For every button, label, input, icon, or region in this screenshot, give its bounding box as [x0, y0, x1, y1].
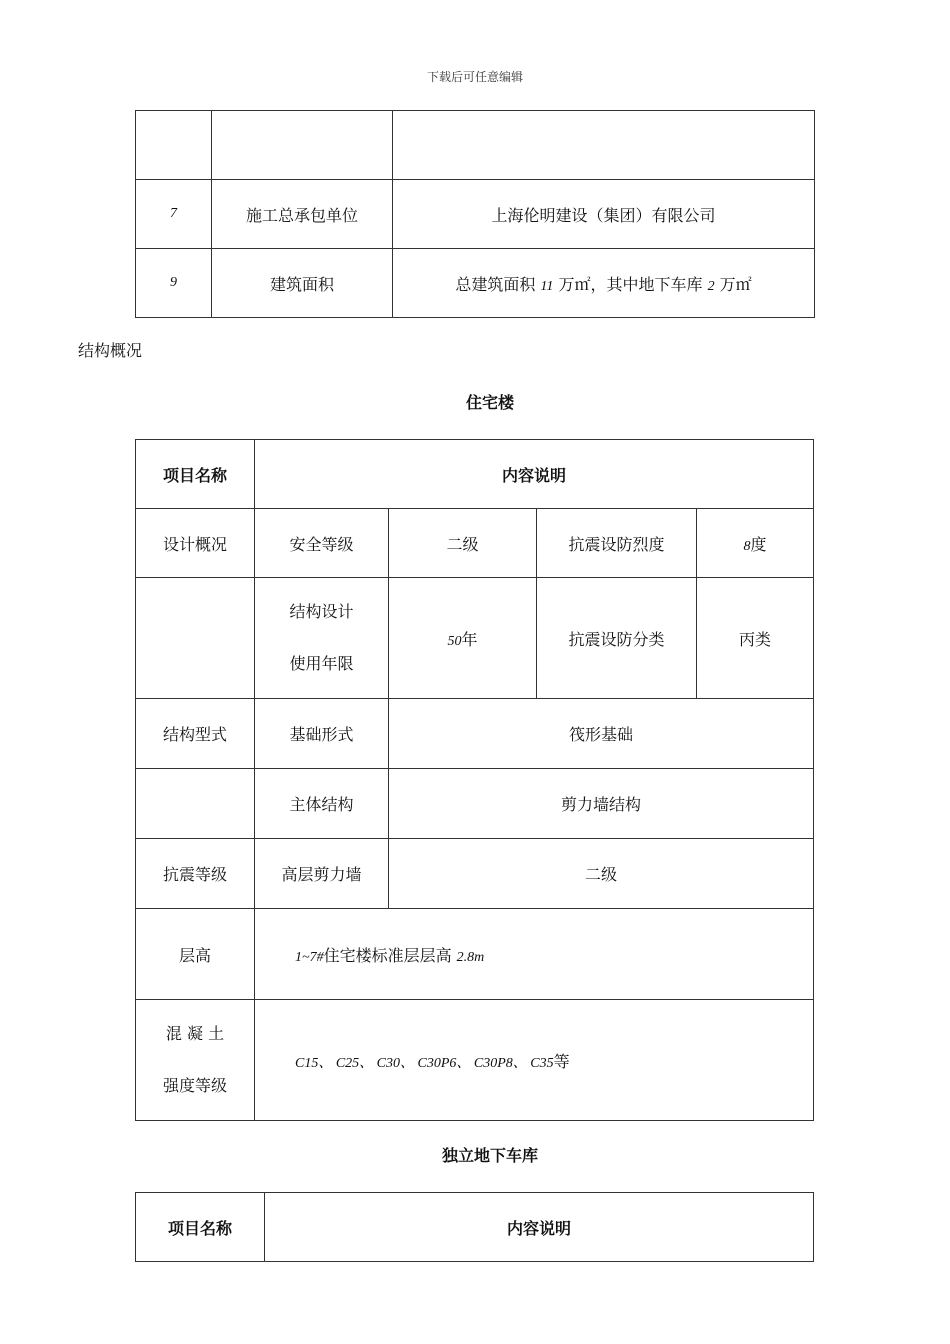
- garage-title: 独立地下车库: [441, 1146, 538, 1165]
- concrete-grades: C15、 C25、 C30、 C30P6、 C30P8、 C35: [295, 1055, 554, 1071]
- seismic-grade-label: 抗震等级: [136, 839, 255, 909]
- residential-title: 住宅楼: [465, 393, 514, 412]
- service-life-label: [255, 578, 389, 699]
- table-row: [136, 578, 814, 699]
- label-line: 结构设计: [289, 602, 354, 621]
- floor-height-value: [255, 909, 814, 1000]
- seismic-grade-item: 高层剪力墙: [255, 839, 389, 909]
- item-value: [393, 249, 815, 318]
- table-row: [136, 769, 814, 839]
- seismic-category-label: 抗震设防分类: [537, 578, 697, 699]
- structure-label: 结构型式: [136, 699, 255, 769]
- area-number: 11: [540, 278, 554, 294]
- header-item-name: 项目名称: [136, 440, 255, 509]
- table-row: [136, 111, 815, 180]
- life-number: 50: [447, 633, 462, 649]
- table-row: [136, 839, 814, 909]
- concrete-label: [136, 1000, 255, 1121]
- table-row: [136, 1000, 814, 1121]
- seismic-intensity-label: 抗震设防烈度: [537, 509, 697, 578]
- section-label: 结构概况: [78, 341, 143, 360]
- floor-height-text: 住宅楼标准层层高: [323, 945, 457, 965]
- table-header-row: [136, 440, 814, 509]
- service-life-value: [389, 578, 537, 699]
- empty-cell: [136, 769, 255, 839]
- table-row: [136, 909, 814, 1000]
- page-header-note: 下载后可任意编辑: [426, 70, 523, 84]
- label-line: 强度等级: [162, 1076, 227, 1095]
- foundation-label: 基础形式: [255, 699, 389, 769]
- item-name: 建筑面积: [212, 249, 393, 318]
- design-label: 设计概况: [136, 509, 255, 578]
- header-content: 内容说明: [255, 440, 814, 509]
- project-info-table: [135, 110, 815, 318]
- floor-height-label: 层高: [136, 909, 255, 1000]
- seismic-grade-value: 二级: [389, 839, 814, 909]
- building-range: 1~7#: [295, 949, 324, 965]
- area-text: 总建筑面积: [455, 274, 541, 294]
- seismic-unit: 度: [750, 534, 767, 554]
- seismic-category-value: 丙类: [697, 578, 814, 699]
- empty-cell: [136, 578, 255, 699]
- concrete-suffix: 等: [553, 1051, 570, 1071]
- foundation-value: 筏形基础: [389, 699, 814, 769]
- main-structure-value: 剪力墙结构: [389, 769, 814, 839]
- item-name: [212, 111, 393, 180]
- header-item-name: 项目名称: [136, 1193, 265, 1262]
- table-row: [136, 180, 815, 249]
- garage-structure-table: [135, 1192, 814, 1262]
- row-number: 9: [136, 249, 212, 318]
- table-row: [136, 509, 814, 578]
- label-line: 使用年限: [289, 654, 354, 673]
- item-name: 施工总承包单位: [212, 180, 393, 249]
- safety-label: 安全等级: [255, 509, 389, 578]
- label-line: 混 凝 土: [165, 1024, 225, 1043]
- area-number: 2: [707, 278, 715, 294]
- table-row: [136, 249, 815, 318]
- item-value: [393, 111, 815, 180]
- header-content: 内容说明: [265, 1193, 814, 1262]
- floor-height-number: 2.8m: [456, 949, 485, 965]
- life-unit: 年: [461, 629, 478, 649]
- row-number: 7: [136, 180, 212, 249]
- area-text: 万㎡，其中地下车库: [553, 274, 708, 294]
- main-structure-label: 主体结构: [255, 769, 389, 839]
- table-row: [136, 699, 814, 769]
- table-header-row: [136, 1193, 814, 1262]
- residential-structure-table: [135, 439, 814, 1121]
- row-number: [136, 111, 212, 180]
- area-text: 万㎡: [714, 274, 752, 294]
- item-value: 上海伦明建设（集团）有限公司: [393, 180, 815, 249]
- seismic-intensity-value: [697, 509, 814, 578]
- seismic-number: 8: [743, 538, 751, 554]
- safety-value: 二级: [389, 509, 537, 578]
- concrete-grades-value: [255, 1000, 814, 1121]
